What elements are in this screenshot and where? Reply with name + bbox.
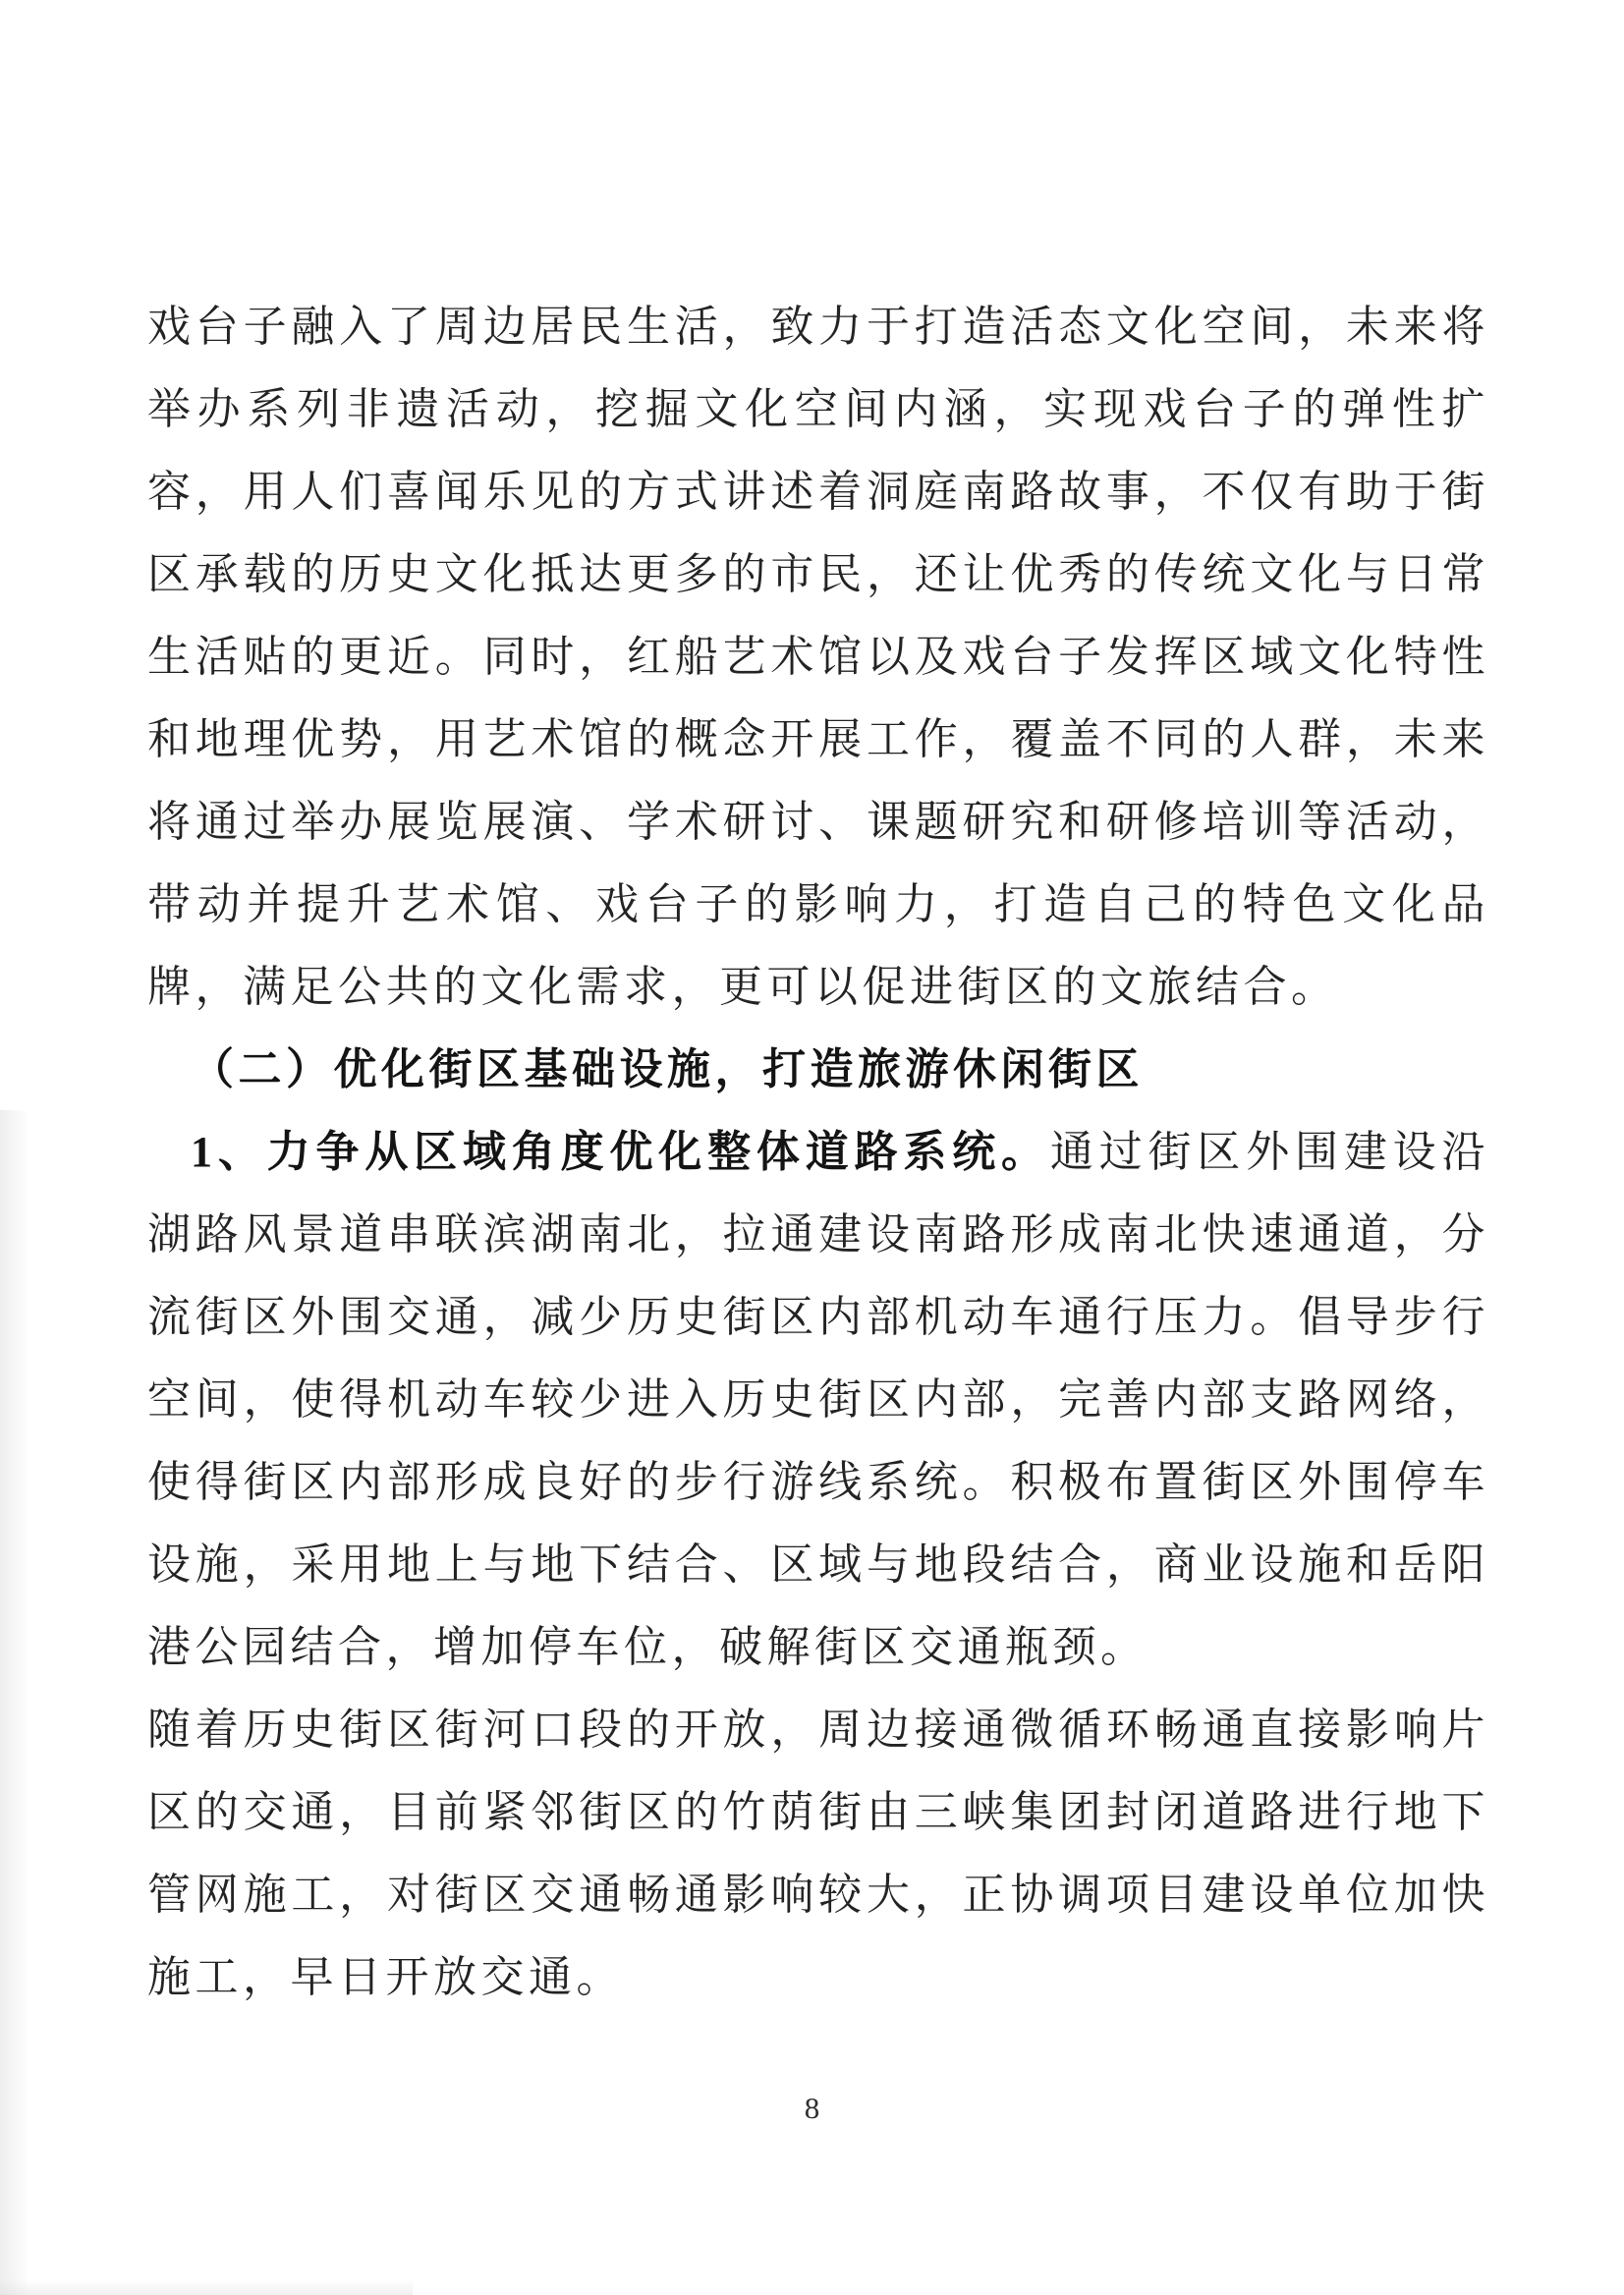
page-number: 8	[804, 2091, 820, 2125]
document-body	[147, 286, 1489, 2019]
paragraph-road-system	[147, 1111, 1489, 1689]
section-heading: （二）优化街区基础设施，打造旅游休闲街区	[191, 1045, 1144, 1093]
paragraph-traffic-status: 随着历史街区街河口段的开放，周边接通微循环畅通直接影响片区的交通，目前紧邻街区的竹荫街由三峡集团封闭道路进行地下管网施工，对街区交通畅通影响较大，正协调项目建设单位加快施工，早日开放交通。	[147, 1706, 1489, 2001]
paragraph-lead-bold: 1、力争从区域角度优化整体道路系统。	[191, 1128, 1050, 1176]
scan-shadow-bottom-edge	[0, 2279, 413, 2295]
paragraph-lead-rest: 通过街区外围建设沿湖路风景道串联滨湖南北，拉通建设南路形成南北快速通道，分流街区外围交通，减少历史街区内部机动车通行压力。倡导步行空间，使得机动车较少进入历史街区内部，完善内部支路网络，使得街区内部形成良好的步行游线系统。积极布置街区外围停车设施，采用地上与地下结合、区域与地段结合，商业设施和岳阳港公园结合，增加停车位，破解街区交通瓶颈。	[147, 1128, 1490, 1671]
paragraph-continuation: 戏台子融入了周边居民生活，致力于打造活态文化空间，未来将举办系列非遗活动，挖掘文化空间内涵，实现戏台子的弹性扩容，用人们喜闻乐见的方式讲述着洞庭南路故事，不仅有助于街区承载的历史文化抵达更多的市民，还让优秀的传统文化与日常生活贴的更近。同时，红船艺术馆以及戏台子发挥区域文化特性和地理优势，用艺术馆的概念开展工作，覆盖不同的人群，未来将通过举办展览展演、学术研讨、课题研究和研修培训等活动，带动并提升艺术馆、戏台子的影响力，打造自己的特色文化品牌，满足公共的文化需求，更可以促进街区的文旅结合。	[147, 303, 1489, 1011]
